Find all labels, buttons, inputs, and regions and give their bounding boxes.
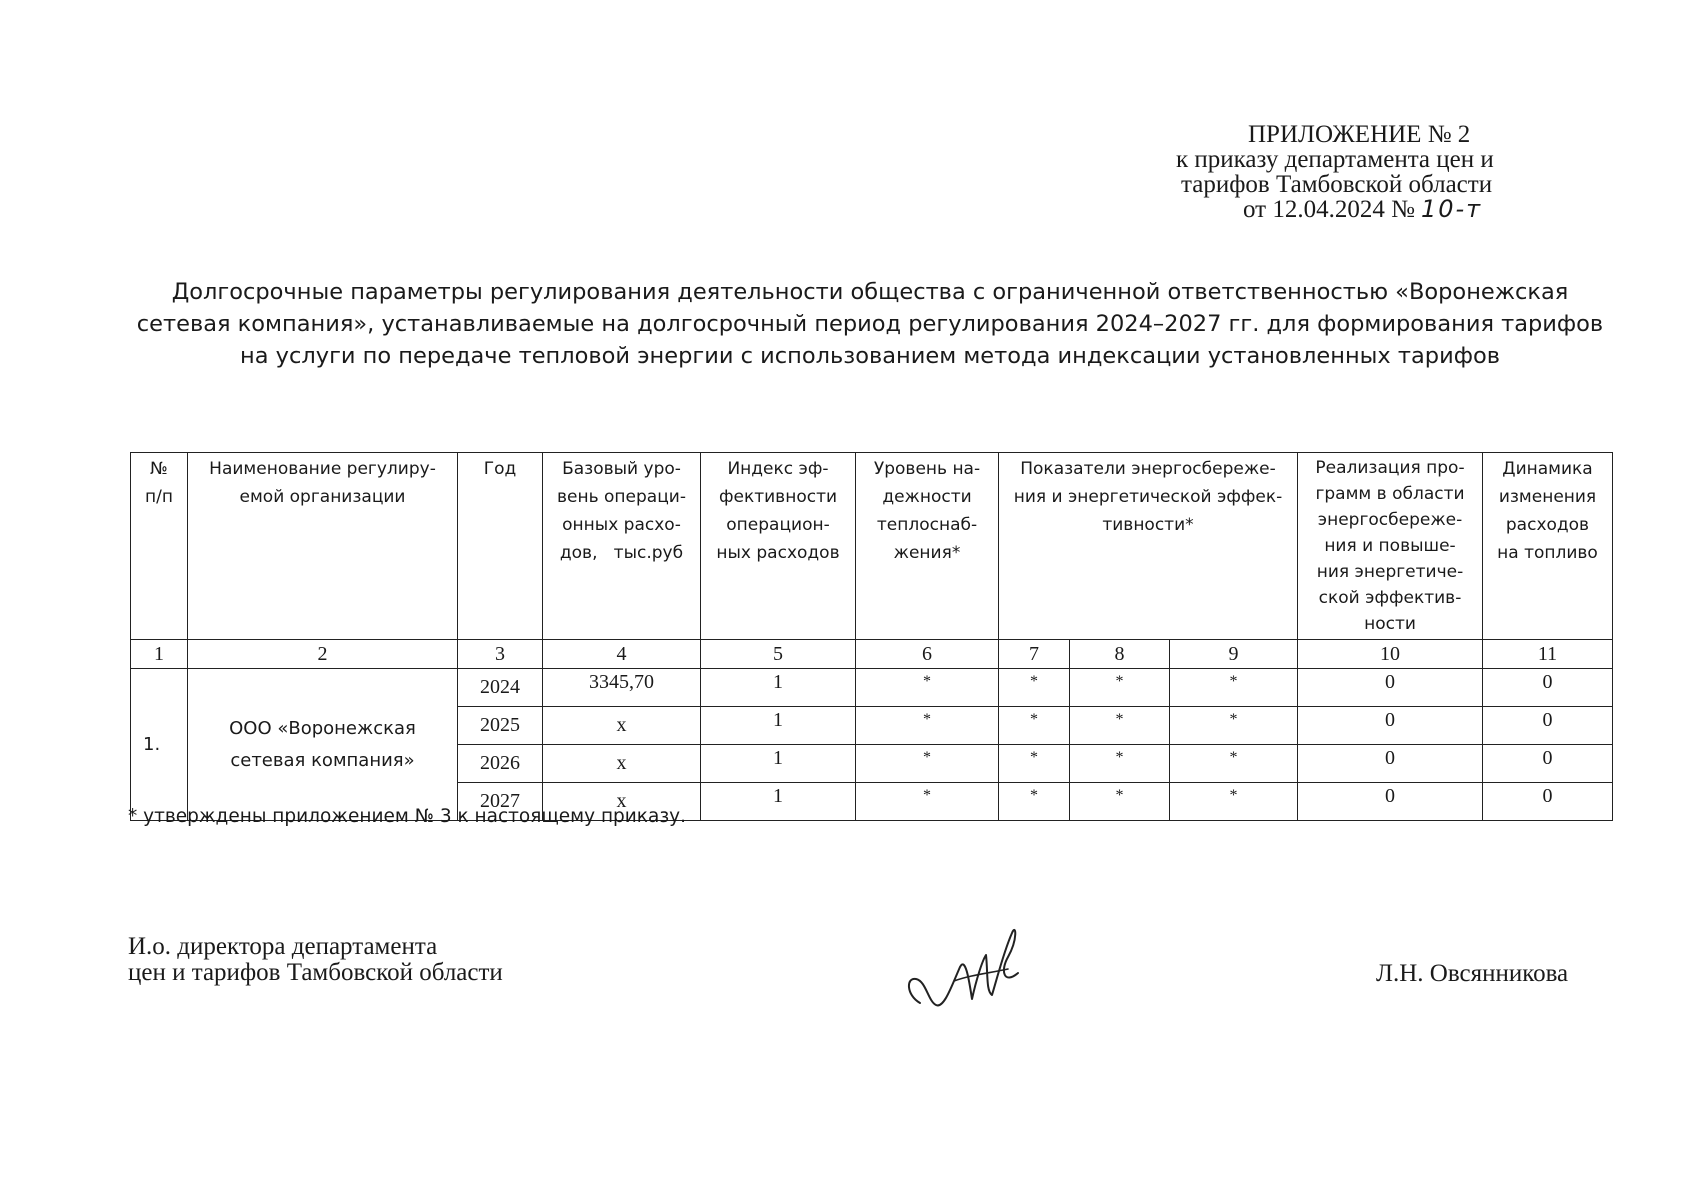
header-program <box>1298 453 1483 640</box>
cell-fuel-dynamics: 0 <box>1483 745 1613 783</box>
cell-reliability: * <box>856 707 999 745</box>
cell-year: 2025 <box>458 707 543 745</box>
header-line: ской эффектив- <box>1318 588 1462 608</box>
column-number: 10 <box>1298 640 1483 669</box>
header-efficiency-index <box>701 453 856 640</box>
header-line: фективности <box>718 487 838 507</box>
cell-energy-7: * <box>999 669 1070 707</box>
cell-energy-7: * <box>999 707 1070 745</box>
cell-energy-8: * <box>1070 669 1170 707</box>
cell-fuel-dynamics: 0 <box>1483 783 1613 821</box>
appendix-date-line <box>1120 197 1560 222</box>
cell-energy-9: * <box>1170 783 1298 821</box>
cell-energy-9: * <box>1170 669 1298 707</box>
header-fuel-dynamics <box>1483 453 1613 640</box>
column-number: 5 <box>701 640 856 669</box>
header-line: п/п <box>145 487 173 507</box>
signatory-name: Л.Н. Овсянникова <box>1376 960 1569 987</box>
cell-energy-7: * <box>999 783 1070 821</box>
title-line: на услуги по передаче тепловой энергии с использованием метода индексации установленных тарифов <box>240 343 1500 369</box>
header-line: ности <box>1364 614 1416 634</box>
header-line: емой организации <box>239 487 406 507</box>
appendix-order-ref: к приказу департамента цен и <box>1176 146 1494 173</box>
row-number: 1. <box>131 669 188 821</box>
document-title <box>130 276 1610 372</box>
column-number: 3 <box>458 640 543 669</box>
column-number: 8 <box>1070 640 1170 669</box>
organization-line: сетевая компания» <box>230 749 415 771</box>
cell-reliability: * <box>856 745 999 783</box>
cell-energy-7: * <box>999 745 1070 783</box>
cell-fuel-dynamics: 0 <box>1483 669 1613 707</box>
header-line: на топливо <box>1497 543 1598 563</box>
column-number: 2 <box>188 640 458 669</box>
header-base-level <box>543 453 701 640</box>
cell-energy-9: * <box>1170 745 1298 783</box>
appendix-header <box>1120 122 1560 222</box>
header-line: № <box>150 459 168 479</box>
header-year <box>458 453 543 640</box>
header-line: ния энергетиче- <box>1316 562 1464 582</box>
handwritten-order-number: 10-т <box>1420 195 1483 223</box>
column-number: 11 <box>1483 640 1613 669</box>
cell-program: 0 <box>1298 745 1483 783</box>
organization-line: ООО «Воронежская <box>229 717 416 739</box>
table-row <box>131 669 1613 707</box>
header-line: ных расходов <box>716 543 840 563</box>
cell-fuel-dynamics: 0 <box>1483 707 1613 745</box>
header-line: Индекс эф- <box>727 459 829 479</box>
header-line: операцион- <box>726 515 830 535</box>
column-number: 9 <box>1170 640 1298 669</box>
header-line: расходов <box>1505 515 1590 535</box>
position-line: цен и тарифов Тамбовской области <box>128 959 503 986</box>
cell-program: 0 <box>1298 783 1483 821</box>
title-line: Долгосрочные параметры регулирования деятельности общества с ограниченной ответственностью «Воронежская <box>171 279 1569 305</box>
footnote: * утверждены приложением № 3 к настоящему приказу. <box>128 806 686 827</box>
cell-year: 2027 <box>458 783 543 821</box>
organization-name <box>188 669 458 821</box>
column-number: 1 <box>131 640 188 669</box>
header-energy-indicators <box>999 453 1298 640</box>
cell-reliability: * <box>856 783 999 821</box>
column-number-row <box>131 640 1613 669</box>
cell-program: 0 <box>1298 669 1483 707</box>
header-line: жения* <box>893 543 961 563</box>
cell-efficiency-index: 1 <box>701 783 856 821</box>
header-line: энергосбереже- <box>1317 510 1463 530</box>
header-line: дов, тыс.руб <box>559 543 684 563</box>
cell-reliability: * <box>856 669 999 707</box>
header-line: Динамика <box>1502 459 1593 479</box>
header-reliability <box>856 453 999 640</box>
cell-energy-8: * <box>1070 745 1170 783</box>
column-number: 7 <box>999 640 1070 669</box>
signatory-position <box>128 934 503 986</box>
header-line: тивности* <box>1102 515 1194 535</box>
cell-energy-8: * <box>1070 707 1170 745</box>
header-line: грамм в области <box>1315 484 1465 504</box>
appendix-department: тарифов Тамбовской области <box>1181 171 1493 198</box>
cell-year: 2026 <box>458 745 543 783</box>
header-line: дежности <box>882 487 972 507</box>
header-line: Год <box>483 459 517 479</box>
cell-base-level: х <box>543 707 701 745</box>
appendix-title: ПРИЛОЖЕНИЕ № 2 <box>1248 121 1471 148</box>
cell-energy-9: * <box>1170 707 1298 745</box>
header-line: вень операци- <box>557 487 686 507</box>
position-line: И.о. директора департамента <box>128 933 438 960</box>
header-num <box>131 453 188 640</box>
cell-base-level: х <box>543 783 701 821</box>
cell-year: 2024 <box>458 669 543 707</box>
header-line: ния и повыше- <box>1324 536 1456 556</box>
cell-energy-8: * <box>1070 783 1170 821</box>
header-line: теплоснаб- <box>876 515 978 535</box>
header-line: изменения <box>1498 487 1597 507</box>
handwritten-signature-icon <box>900 915 1030 1015</box>
header-line: Реализация про- <box>1315 458 1465 478</box>
header-line: Базовый уро- <box>562 459 681 479</box>
header-organization <box>188 453 458 640</box>
cell-efficiency-index: 1 <box>701 745 856 783</box>
header-line: Уровень на- <box>873 459 981 479</box>
column-number: 4 <box>543 640 701 669</box>
title-line: сетевая компания», устанавливаемые на долгосрочный период регулирования 2024–2027 гг. для формирования тарифов <box>136 311 1604 337</box>
header-line: ния и энергетической эффек- <box>1013 487 1283 507</box>
header-line: Наименование регулиру- <box>209 459 436 479</box>
parameters-table <box>130 452 1613 821</box>
column-number: 6 <box>856 640 999 669</box>
cell-program: 0 <box>1298 707 1483 745</box>
appendix-date: от 12.04.2024 № <box>1243 196 1415 223</box>
header-line: Показатели энергосбереже- <box>1020 459 1276 479</box>
cell-efficiency-index: 1 <box>701 669 856 707</box>
cell-base-level: 3345,70 <box>543 669 701 707</box>
header-line: онных расхо- <box>562 515 681 535</box>
cell-base-level: х <box>543 745 701 783</box>
table-header-row <box>131 453 1613 640</box>
cell-efficiency-index: 1 <box>701 707 856 745</box>
